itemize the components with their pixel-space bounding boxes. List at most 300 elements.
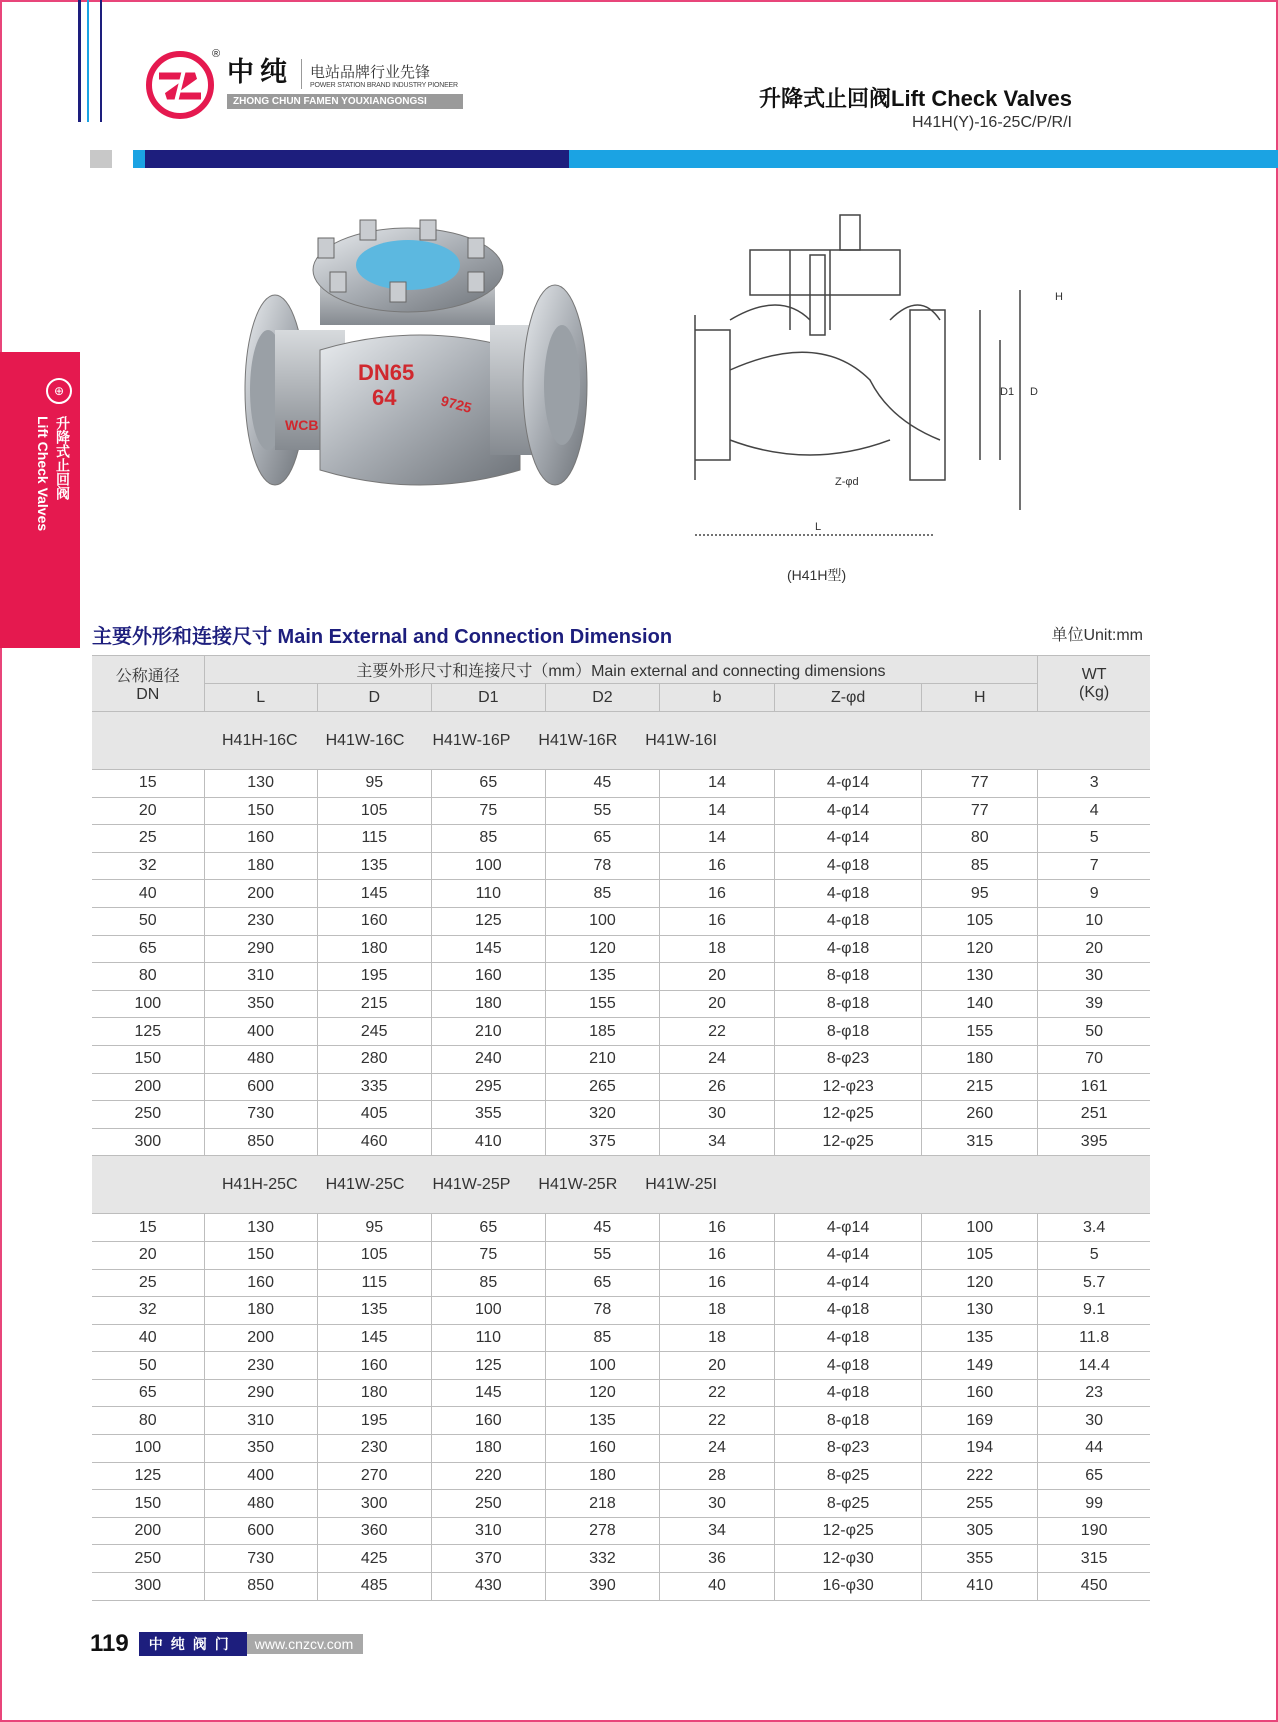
unit-label: 单位Unit:mm — [1051, 627, 1143, 644]
table-row — [92, 1573, 1150, 1601]
table-cell: 8-φ18 — [775, 1018, 922, 1046]
table-cell: 55 — [545, 1241, 659, 1269]
drawing-label-h: H — [1055, 291, 1063, 303]
table-cell: 26 — [659, 1073, 774, 1101]
table-cell: 95 — [317, 1214, 431, 1242]
table-cell: 11.8 — [1038, 1324, 1150, 1352]
table-cell: 430 — [431, 1573, 545, 1601]
table-cell: 130 — [922, 963, 1038, 991]
table-cell: 290 — [204, 1379, 317, 1407]
table-cell: 135 — [922, 1324, 1038, 1352]
header-main: 主要外形尺寸和连接尺寸（mm）Main external and connecting dimensions — [204, 656, 1038, 684]
table-row — [92, 1241, 1150, 1269]
table-cell: 32 — [92, 852, 204, 880]
table-cell: 200 — [204, 880, 317, 908]
table-cell: 180 — [317, 1379, 431, 1407]
table-cell: 230 — [204, 907, 317, 935]
table-body — [92, 712, 1150, 1601]
model-name: H41W-25I — [645, 1175, 717, 1193]
header-bar-navy — [133, 150, 569, 168]
header-dn-cn: 公称通径 — [115, 668, 180, 685]
table-row — [92, 935, 1150, 963]
table-cell: 10 — [1038, 907, 1150, 935]
table-cell: 400 — [204, 1462, 317, 1490]
table-cell: 105 — [317, 797, 431, 825]
brand-name-cn: 中纯 — [227, 57, 293, 88]
table-cell: 9 — [1038, 880, 1150, 908]
table-cell: 95 — [317, 770, 431, 798]
table-cell: 125 — [92, 1018, 204, 1046]
table-row — [92, 1269, 1150, 1297]
table-cell: 130 — [204, 770, 317, 798]
table-cell: 100 — [431, 852, 545, 880]
table-cell: 18 — [659, 935, 774, 963]
table-cell: 270 — [317, 1462, 431, 1490]
header-wt-unit: (Kg) — [1079, 683, 1110, 701]
table-cell: 16 — [659, 880, 774, 908]
table-cell: 125 — [431, 907, 545, 935]
table-cell: 44 — [1038, 1435, 1150, 1463]
table-cell: 260 — [922, 1101, 1038, 1129]
table-cell: 161 — [1038, 1073, 1150, 1101]
table-cell: 4-φ18 — [775, 1352, 922, 1380]
table-cell: 480 — [204, 1045, 317, 1073]
table-cell: 4 — [1038, 797, 1150, 825]
table-cell: 335 — [317, 1073, 431, 1101]
table-cell: 22 — [659, 1018, 774, 1046]
brand-logo — [145, 50, 463, 120]
table-cell: 485 — [317, 1573, 431, 1601]
table-row — [92, 1128, 1150, 1156]
table-cell: 15 — [92, 770, 204, 798]
table-cell: 45 — [545, 770, 659, 798]
header-bar-gray — [90, 150, 112, 168]
table-cell: 30 — [659, 1101, 774, 1129]
table-row — [92, 852, 1150, 880]
table-cell: 24 — [659, 1045, 774, 1073]
table-cell: 145 — [317, 880, 431, 908]
table-cell: 45 — [545, 1214, 659, 1242]
side-tab-label-en: Lift Check Valves — [35, 416, 51, 532]
table-cell: 310 — [431, 1517, 545, 1545]
table-cell: 25 — [92, 825, 204, 853]
table-cell: 135 — [317, 852, 431, 880]
table-cell: 99 — [1038, 1490, 1150, 1518]
table-cell: 360 — [317, 1517, 431, 1545]
table-cell: 65 — [545, 1269, 659, 1297]
table-row — [92, 1297, 1150, 1325]
table-cell: 16 — [659, 1269, 774, 1297]
table-cell: 215 — [317, 990, 431, 1018]
table-cell: 155 — [545, 990, 659, 1018]
col-header: H — [922, 684, 1038, 712]
table-cell: 77 — [922, 770, 1038, 798]
table-cell: 105 — [922, 907, 1038, 935]
table-cell: 50 — [92, 1352, 204, 1380]
table-cell: 332 — [545, 1545, 659, 1573]
table-cell: 850 — [204, 1573, 317, 1601]
page-title: 升降式止回阀Lift Check Valves — [759, 86, 1072, 111]
valve-photo — [240, 210, 600, 550]
table-cell: 135 — [545, 963, 659, 991]
table-cell: 150 — [92, 1490, 204, 1518]
table-cell: 78 — [545, 1297, 659, 1325]
table-cell: 195 — [317, 963, 431, 991]
table-row — [92, 1435, 1150, 1463]
table-cell: 150 — [92, 1045, 204, 1073]
table-cell: 180 — [431, 1435, 545, 1463]
table-cell: 8-φ18 — [775, 990, 922, 1018]
table-cell: 280 — [317, 1045, 431, 1073]
table-cell: 245 — [317, 1018, 431, 1046]
table-cell: 40 — [92, 880, 204, 908]
table-cell: 140 — [922, 990, 1038, 1018]
table-cell: 135 — [545, 1407, 659, 1435]
table-cell: 85 — [545, 1324, 659, 1352]
table-cell: 220 — [431, 1462, 545, 1490]
table-cell: 3 — [1038, 770, 1150, 798]
table-cell: 100 — [431, 1297, 545, 1325]
model-group-row — [92, 712, 1150, 770]
table-cell: 100 — [545, 907, 659, 935]
table-cell: 395 — [1038, 1128, 1150, 1156]
table-cell: 355 — [922, 1545, 1038, 1573]
header-wt: WT — [1081, 665, 1107, 683]
dimension-table — [92, 655, 1150, 1601]
table-cell: 130 — [204, 1214, 317, 1242]
table-cell: 4-φ18 — [775, 1379, 922, 1407]
table-cell: 300 — [92, 1573, 204, 1601]
table-cell: 16-φ30 — [775, 1573, 922, 1601]
table-cell: 22 — [659, 1407, 774, 1435]
table-cell: 310 — [204, 1407, 317, 1435]
model-name: H41W-25R — [538, 1175, 618, 1193]
table-cell: 460 — [317, 1128, 431, 1156]
header-dn — [92, 656, 204, 712]
logo-mark-icon — [145, 48, 221, 120]
page-subtitle: H41H(Y)-16-25C/P/R/I — [911, 114, 1072, 131]
table-cell: 169 — [922, 1407, 1038, 1435]
table-cell: 4-φ14 — [775, 1214, 922, 1242]
drawing-caption: (H41H型) — [787, 567, 847, 583]
table-cell: 9.1 — [1038, 1297, 1150, 1325]
table-cell: 600 — [204, 1517, 317, 1545]
table-row — [92, 1018, 1150, 1046]
table-cell: 410 — [922, 1573, 1038, 1601]
table-cell: 75 — [431, 1241, 545, 1269]
table-cell: 15 — [92, 1214, 204, 1242]
table-cell: 160 — [545, 1435, 659, 1463]
table-cell: 120 — [545, 1379, 659, 1407]
table-cell: 350 — [204, 990, 317, 1018]
table-cell: 5 — [1038, 825, 1150, 853]
table-cell: 40 — [92, 1324, 204, 1352]
table-cell: 370 — [431, 1545, 545, 1573]
table-cell: 215 — [922, 1073, 1038, 1101]
table-cell: 240 — [431, 1045, 545, 1073]
table-cell: 8-φ23 — [775, 1045, 922, 1073]
table-row — [92, 1352, 1150, 1380]
table-cell: 105 — [922, 1241, 1038, 1269]
table-cell: 78 — [545, 852, 659, 880]
table-row — [92, 797, 1150, 825]
table-cell: 160 — [317, 907, 431, 935]
table-cell: 30 — [1038, 1407, 1150, 1435]
col-header: D — [317, 684, 431, 712]
table-cell: 150 — [204, 1241, 317, 1269]
table-cell: 120 — [922, 1269, 1038, 1297]
table-cell: 200 — [204, 1324, 317, 1352]
table-cell: 115 — [317, 1269, 431, 1297]
table-cell: 5 — [1038, 1241, 1150, 1269]
table-cell: 730 — [204, 1101, 317, 1129]
table-cell: 4-φ18 — [775, 852, 922, 880]
table-row — [92, 1517, 1150, 1545]
footer-url: www.cnzcv.com — [247, 1634, 363, 1654]
header-bar-blue — [569, 150, 1278, 168]
footer-brand: 中纯阀门 — [139, 1632, 247, 1656]
table-cell: 310 — [204, 963, 317, 991]
table-cell: 105 — [317, 1241, 431, 1269]
table-cell: 40 — [659, 1573, 774, 1601]
table-cell: 125 — [431, 1352, 545, 1380]
table-cell: 230 — [204, 1352, 317, 1380]
table-cell: 125 — [92, 1462, 204, 1490]
table-cell: 600 — [204, 1073, 317, 1101]
side-tab-label-cn: 升降式止回阀 — [55, 416, 71, 500]
col-header: L — [204, 684, 317, 712]
table-cell: 4-φ14 — [775, 797, 922, 825]
table-cell: 50 — [92, 907, 204, 935]
table-cell: 115 — [317, 825, 431, 853]
drawing-label-l: L — [815, 521, 822, 533]
table-cell: 4-φ18 — [775, 907, 922, 935]
table-row — [92, 1490, 1150, 1518]
table-cell: 265 — [545, 1073, 659, 1101]
table-row — [92, 1073, 1150, 1101]
table-row — [92, 1045, 1150, 1073]
table-cell: 14 — [659, 825, 774, 853]
table-cell: 390 — [545, 1573, 659, 1601]
table-cell: 65 — [92, 935, 204, 963]
table-cell: 65 — [431, 770, 545, 798]
table-cell: 12-φ25 — [775, 1101, 922, 1129]
table-cell: 7 — [1038, 852, 1150, 880]
table-cell: 8-φ25 — [775, 1462, 922, 1490]
header-bar-accent — [133, 150, 145, 168]
drawing-label-d: D — [1030, 386, 1038, 398]
page-footer — [90, 1630, 363, 1658]
table-cell: 145 — [431, 935, 545, 963]
table-cell: 100 — [92, 1435, 204, 1463]
table-cell: 850 — [204, 1128, 317, 1156]
model-name: H41W-16P — [432, 731, 511, 749]
table-cell: 730 — [204, 1545, 317, 1573]
casting-material: WCB — [285, 417, 319, 433]
table-cell: 12-φ30 — [775, 1545, 922, 1573]
table-cell: 300 — [317, 1490, 431, 1518]
table-cell: 300 — [92, 1128, 204, 1156]
table-cell: 30 — [659, 1490, 774, 1518]
table-cell: 16 — [659, 1214, 774, 1242]
table-cell: 230 — [317, 1435, 431, 1463]
header-dn-en: DN — [136, 686, 160, 703]
casting-dn: DN65 — [358, 360, 415, 385]
table-cell: 24 — [659, 1435, 774, 1463]
table-cell: 34 — [659, 1517, 774, 1545]
table-cell: 16 — [659, 907, 774, 935]
table-cell: 250 — [92, 1101, 204, 1129]
table-cell: 22 — [659, 1379, 774, 1407]
table-cell: 400 — [204, 1018, 317, 1046]
table-cell: 180 — [431, 990, 545, 1018]
table-cell: 180 — [204, 852, 317, 880]
table-cell: 65 — [545, 825, 659, 853]
table-cell: 65 — [92, 1379, 204, 1407]
table-cell: 18 — [659, 1324, 774, 1352]
table-cell: 218 — [545, 1490, 659, 1518]
table-cell: 80 — [92, 963, 204, 991]
table-cell: 355 — [431, 1101, 545, 1129]
table-cell: 4-φ14 — [775, 1269, 922, 1297]
table-row — [92, 880, 1150, 908]
table-cell: 195 — [317, 1407, 431, 1435]
table-cell: 85 — [431, 1269, 545, 1297]
casting-pn: 64 — [372, 385, 397, 410]
table-cell: 425 — [317, 1545, 431, 1573]
model-name: H41W-16I — [645, 731, 717, 749]
table-cell: 3.4 — [1038, 1214, 1150, 1242]
table-row — [92, 825, 1150, 853]
table-cell: 77 — [922, 797, 1038, 825]
table-row — [92, 1214, 1150, 1242]
table-cell: 180 — [317, 935, 431, 963]
table-cell: 295 — [431, 1073, 545, 1101]
slogan-en: POWER STATION BRAND INDUSTRY PIONEER — [310, 82, 458, 89]
side-category-tab — [0, 352, 80, 648]
table-cell: 50 — [1038, 1018, 1150, 1046]
table-cell: 14 — [659, 770, 774, 798]
table-cell: 36 — [659, 1545, 774, 1573]
section-title: 主要外形和连接尺寸 Main External and Connection Dimension — [92, 626, 673, 648]
table-cell: 160 — [317, 1352, 431, 1380]
table-cell: 180 — [545, 1462, 659, 1490]
drawing-label-d1: D1 — [1000, 386, 1015, 398]
table-cell: 20 — [92, 797, 204, 825]
table-cell: 4-φ18 — [775, 1297, 922, 1325]
table-cell: 200 — [92, 1073, 204, 1101]
table-cell: 55 — [545, 797, 659, 825]
table-cell: 8-φ18 — [775, 963, 922, 991]
table-cell: 305 — [922, 1517, 1038, 1545]
table-cell: 4-φ18 — [775, 1324, 922, 1352]
col-header: D2 — [545, 684, 659, 712]
table-cell: 110 — [431, 880, 545, 908]
table-cell: 18 — [659, 1297, 774, 1325]
table-row — [92, 990, 1150, 1018]
table-cell: 4-φ18 — [775, 880, 922, 908]
table-cell: 145 — [317, 1324, 431, 1352]
table-cell: 12-φ25 — [775, 1517, 922, 1545]
table-cell: 120 — [922, 935, 1038, 963]
technical-drawing — [690, 210, 1090, 550]
table-cell: 405 — [317, 1101, 431, 1129]
table-cell: 255 — [922, 1490, 1038, 1518]
table-cell: 23 — [1038, 1379, 1150, 1407]
table-cell: 4-φ14 — [775, 1241, 922, 1269]
col-header: D1 — [431, 684, 545, 712]
table-cell: 190 — [1038, 1517, 1150, 1545]
table-cell: 39 — [1038, 990, 1150, 1018]
table-cell: 320 — [545, 1101, 659, 1129]
registered-mark: ® — [212, 48, 221, 60]
table-cell: 149 — [922, 1352, 1038, 1380]
table-cell: 20 — [659, 963, 774, 991]
table-cell: 180 — [204, 1297, 317, 1325]
slogan-cn: 电站品牌行业先锋 — [310, 64, 431, 81]
table-cell: 4-φ18 — [775, 935, 922, 963]
table-cell: 375 — [545, 1128, 659, 1156]
table-cell: 25 — [92, 1269, 204, 1297]
table-cell: 250 — [92, 1545, 204, 1573]
table-cell: 210 — [431, 1018, 545, 1046]
drawing-label-zd: Z-φd — [835, 476, 859, 488]
table-cell: 110 — [431, 1324, 545, 1352]
table-cell: 4-φ14 — [775, 770, 922, 798]
header-weight — [1038, 656, 1150, 712]
table-cell: 12-φ25 — [775, 1128, 922, 1156]
table-row — [92, 1324, 1150, 1352]
model-name: H41W-25C — [325, 1175, 405, 1193]
table-cell: 80 — [922, 825, 1038, 853]
table-row — [92, 1379, 1150, 1407]
table-cell: 290 — [204, 935, 317, 963]
table-cell: 120 — [545, 935, 659, 963]
page-number: 119 — [90, 1630, 129, 1657]
table-cell: 160 — [431, 963, 545, 991]
table-cell: 160 — [204, 1269, 317, 1297]
model-name: H41H-25C — [222, 1175, 298, 1193]
company-name-bar: ZHONG CHUN FAMEN YOUXIANGONGSI — [227, 94, 463, 109]
table-cell: 222 — [922, 1462, 1038, 1490]
table-cell: 145 — [431, 1379, 545, 1407]
table-cell: 20 — [659, 1352, 774, 1380]
table-cell: 8-φ23 — [775, 1435, 922, 1463]
table-cell: 194 — [922, 1435, 1038, 1463]
table-cell: 200 — [92, 1517, 204, 1545]
table-cell: 315 — [1038, 1545, 1150, 1573]
table-cell: 251 — [1038, 1101, 1150, 1129]
table-cell: 65 — [1038, 1462, 1150, 1490]
table-cell: 185 — [545, 1018, 659, 1046]
table-cell: 100 — [922, 1214, 1038, 1242]
table-cell: 160 — [431, 1407, 545, 1435]
table-cell: 160 — [204, 825, 317, 853]
table-row — [92, 770, 1150, 798]
table-row — [92, 1462, 1150, 1490]
table-cell: 8-φ25 — [775, 1490, 922, 1518]
table-cell: 32 — [92, 1297, 204, 1325]
table-row — [92, 1101, 1150, 1129]
col-header: b — [659, 684, 774, 712]
table-row — [92, 907, 1150, 935]
table-cell: 250 — [431, 1490, 545, 1518]
table-cell: 100 — [545, 1352, 659, 1380]
table-cell: 75 — [431, 797, 545, 825]
casting-mark: 9725 — [439, 392, 474, 416]
table-cell: 180 — [922, 1045, 1038, 1073]
table-cell: 100 — [92, 990, 204, 1018]
